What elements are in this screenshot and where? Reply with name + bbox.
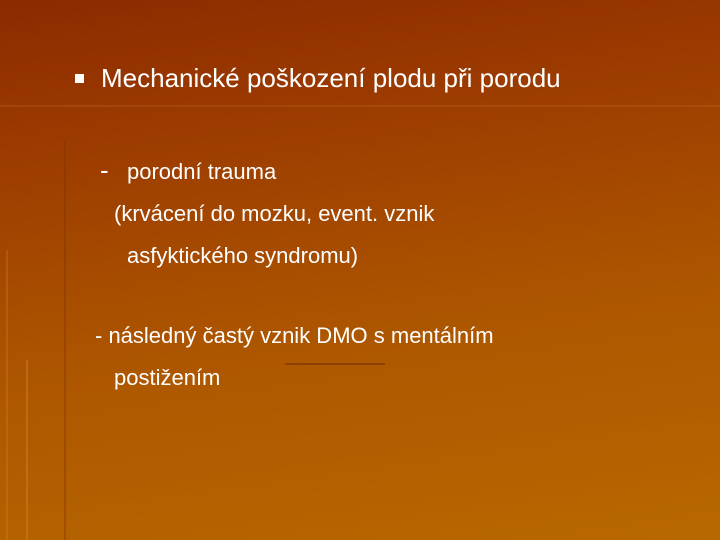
decor-line — [64, 140, 66, 540]
item2-line1: - následný častý vznik DMO s mentálním — [95, 323, 494, 348]
decor-line — [0, 105, 720, 107]
title-row — [75, 60, 561, 96]
decor-line — [6, 250, 8, 540]
item1-detail-line2: asfyktického syndromu) — [127, 243, 359, 268]
item1-text: porodní trauma — [127, 159, 277, 184]
item1-detail-line1: (krvácení do mozku, event. vznik — [114, 201, 435, 226]
square-bullet-icon — [75, 74, 84, 83]
slide-title: Mechanické poškození plodu při porodu — [101, 63, 561, 93]
item2-line2: postižením — [114, 365, 221, 390]
decor-line — [285, 363, 385, 365]
item1-dash: - — [100, 155, 109, 185]
decor-line — [26, 360, 28, 540]
